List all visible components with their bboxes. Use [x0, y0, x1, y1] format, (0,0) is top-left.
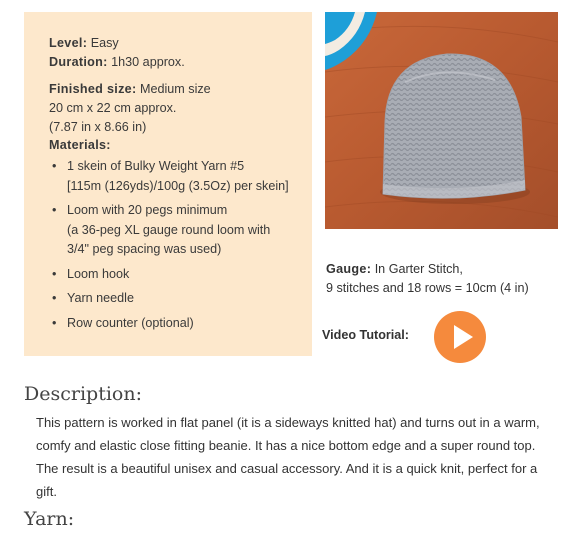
gauge-info [326, 260, 529, 298]
level-row [49, 34, 299, 53]
gauge-value: In Garter Stitch, [374, 262, 463, 276]
hat-photo [325, 12, 558, 229]
list-item: • Loom hook [52, 266, 130, 281]
list-item: • Yarn needle [52, 291, 134, 306]
list-item: • Loom with 20 pegs minimum (a 36-peg XL gauge round loom with 3/4" peg spacing was used) [52, 203, 271, 257]
finished-size-row [49, 80, 299, 99]
finished-size-value: Medium size [139, 81, 211, 96]
description-heading: Description: [24, 383, 142, 405]
finished-size-label: Finished size: [49, 81, 137, 96]
gauge-label: Gauge: [326, 262, 372, 276]
materials-label: Materials: [49, 138, 111, 153]
duration-value: 1h30 approx. [111, 54, 185, 69]
pattern-info-box [24, 12, 312, 356]
list-item: • Row counter (optional) [52, 315, 194, 330]
pattern-info-content [49, 34, 299, 338]
size-in: (7.87 in x 8.66 in) [49, 119, 147, 134]
duration-row [49, 53, 299, 72]
play-icon [434, 311, 486, 363]
size-cm: 20 cm x 22 cm approx. [49, 100, 177, 115]
yarn-heading: Yarn: [24, 508, 75, 530]
video-play-button[interactable] [434, 311, 486, 363]
level-value: Easy [90, 36, 119, 50]
video-tutorial-label: Video Tutorial: [322, 328, 409, 342]
gauge-row [326, 260, 529, 279]
description-text: This pattern is worked in flat panel (it is a sideways knitted hat) and turns out in a warm, comfy and elastic close fitting beanie. It has a nice bottom edge and a super round top. The result is a beautiful unisex and casual accessory. And it is a quick knit, perfect for a gift. [36, 415, 540, 499]
list-item: • 1 skein of Bulky Weight Yarn #5 [115m (126yds)/100g (3.5Oz) per skein] [52, 159, 289, 193]
materials-list [49, 157, 299, 333]
level-label: Level: [49, 36, 88, 50]
gauge-detail: 9 stitches and 18 rows = 10cm (4 in) [326, 280, 529, 295]
duration-label: Duration: [49, 54, 108, 69]
